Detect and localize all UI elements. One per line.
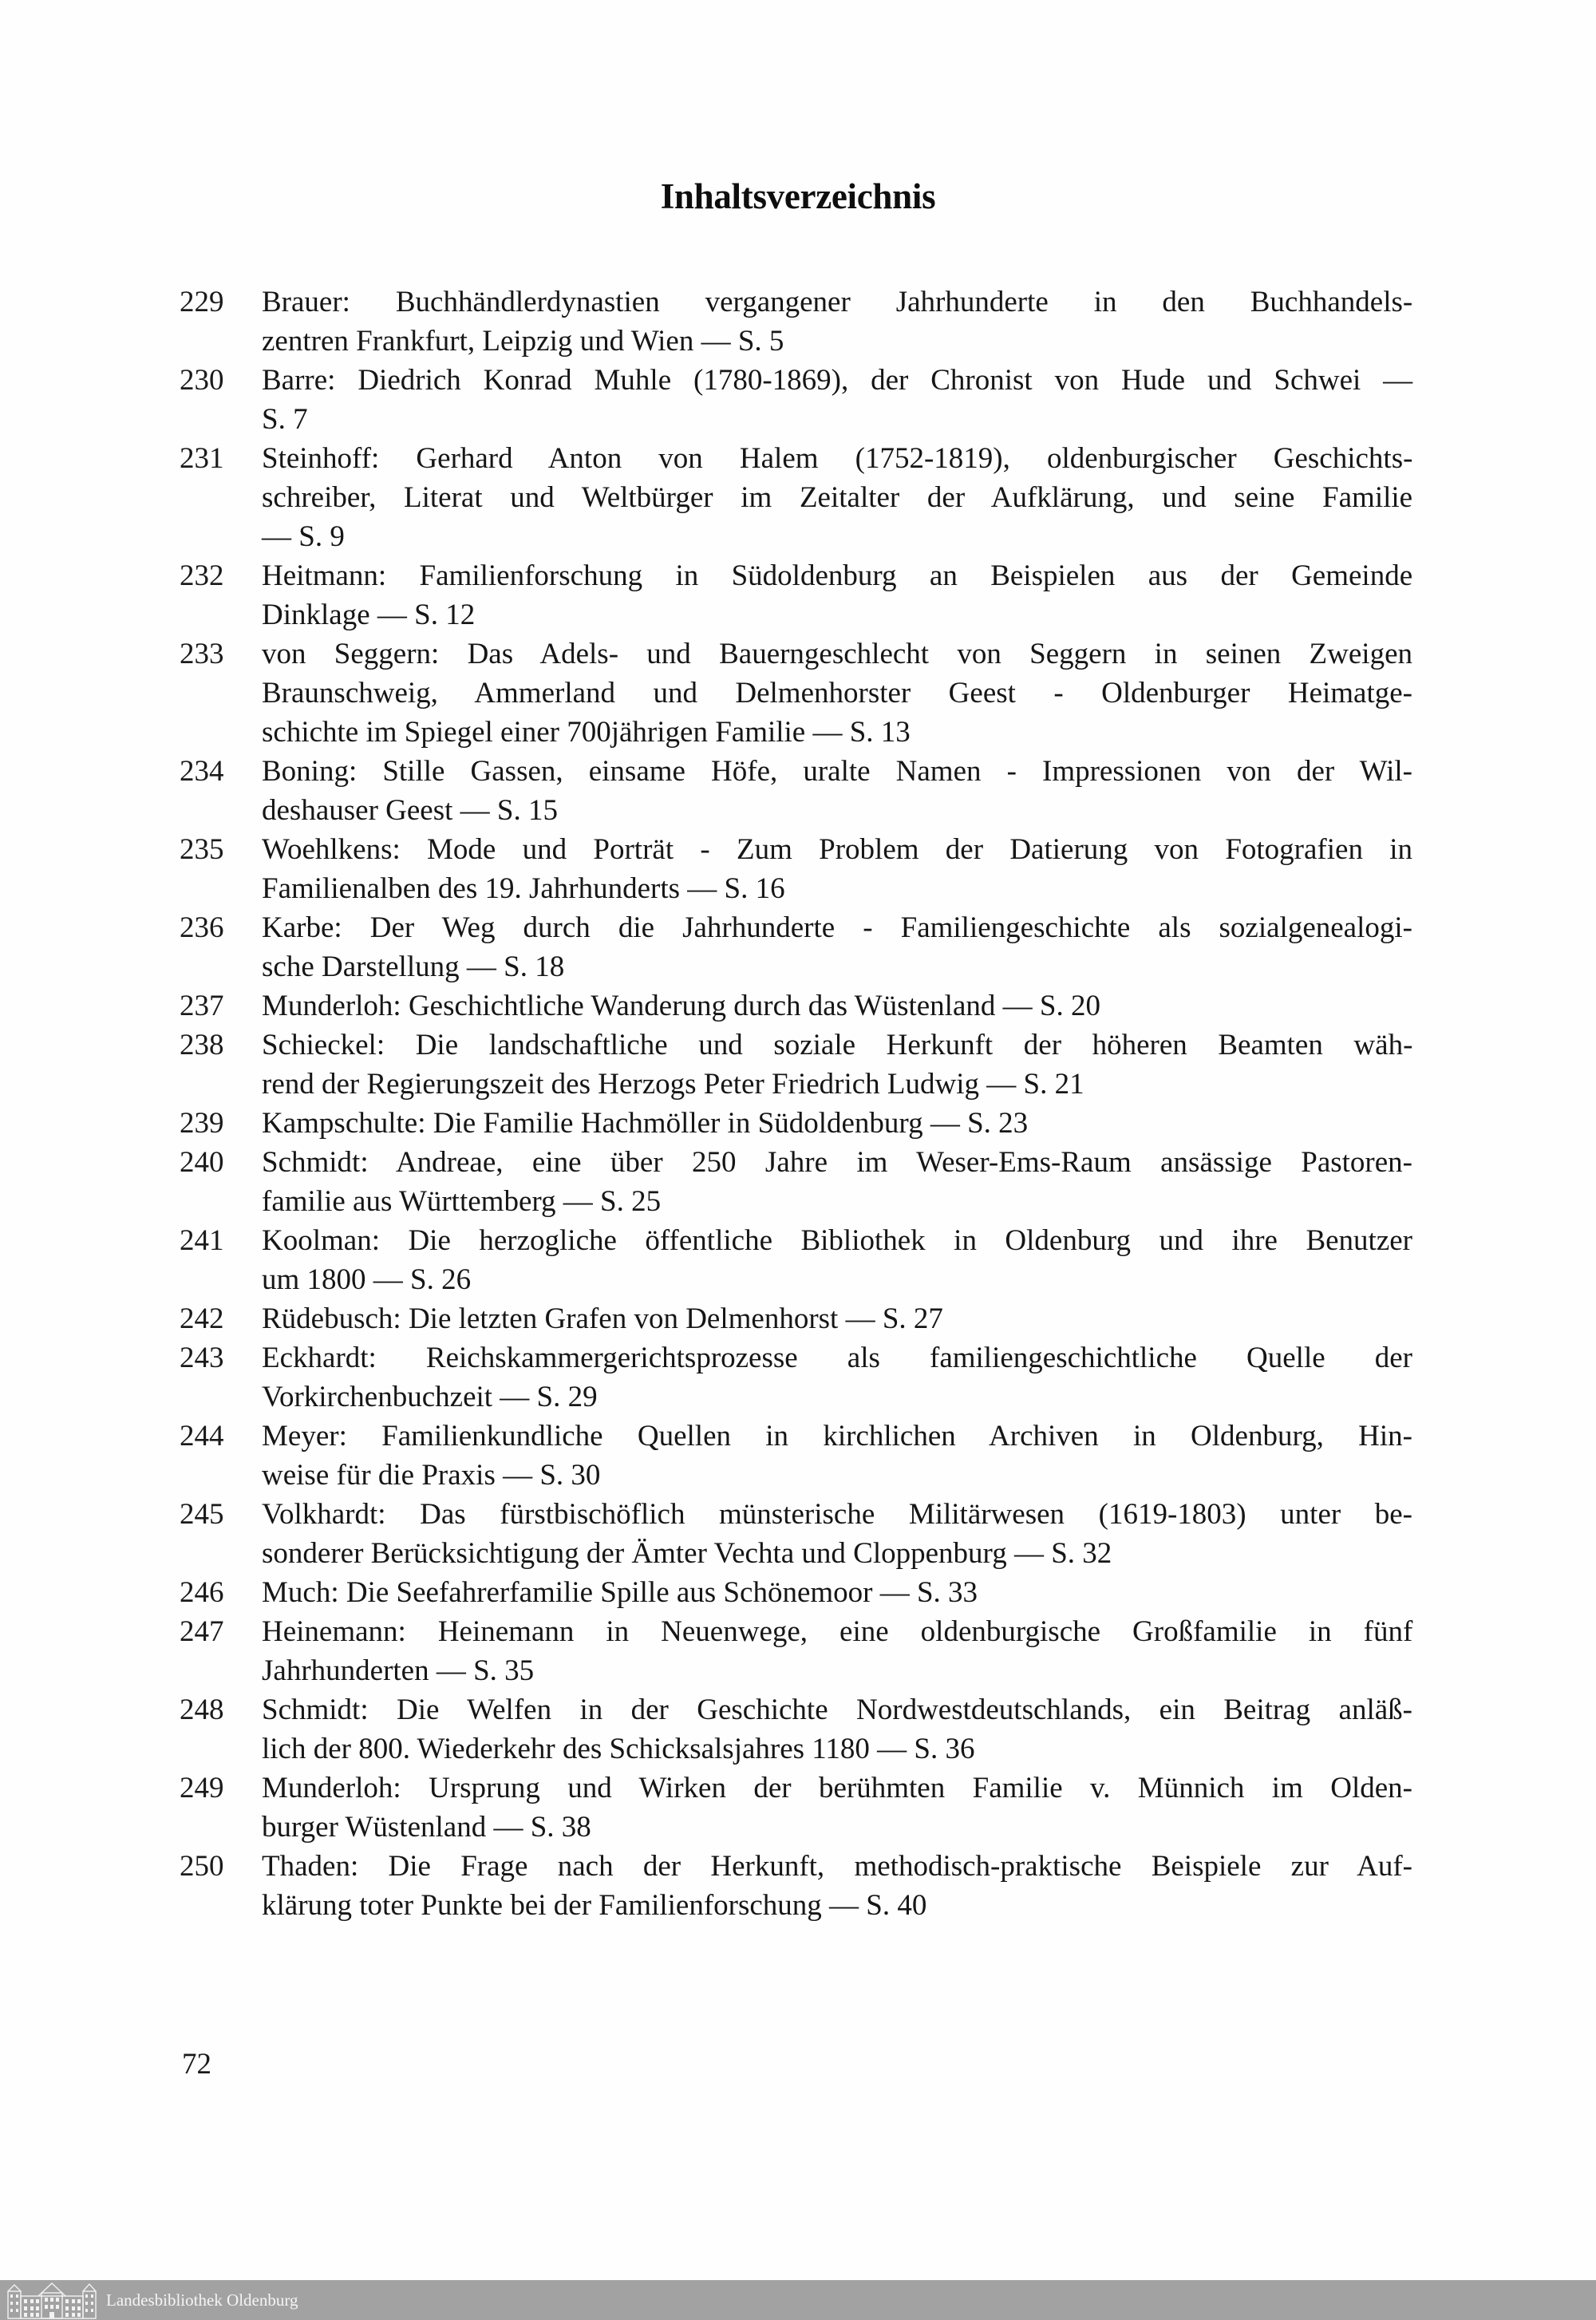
entry-number: 244 — [180, 1420, 224, 1452]
entry-number: 239 — [180, 1107, 224, 1140]
toc-entry — [180, 1612, 1412, 1690]
entry-line: Rüdebusch: Die letzten Grafen von Delmenhorst — S. 27 — [262, 1302, 943, 1335]
entry-line: Much: Die Seefahrerfamilie Spille aus Schönemoor — S. 33 — [262, 1576, 978, 1609]
entry-text — [262, 1104, 1412, 1143]
entry-line: Brauer: Buchhändlerdynastien vergangener Jahrhunderte in den Buchhandels- — [262, 286, 1413, 318]
entry-number: 241 — [180, 1224, 224, 1257]
entry-line: Heinemann: Heinemann in Neuenwege, eine oldenburgische Großfamilie in fünf — [262, 1615, 1413, 1648]
entry-line: Thaden: Die Frage nach der Herkunft, methodisch-praktische Beispiele zur Auf- — [262, 1850, 1412, 1883]
entry-number: 250 — [180, 1850, 224, 1883]
entry-line: Karbe: Der Weg durch die Jahrhunderte - Familiengeschichte als sozialgenealogi- — [262, 911, 1412, 944]
footer-bar — [0, 2280, 1596, 2320]
entry-line: Woehlkens: Mode und Porträt - Zum Problem der Datierung von Fotografien in — [262, 833, 1412, 866]
entry-number: 231 — [180, 442, 224, 475]
entry-text — [262, 1690, 1412, 1769]
entry-number: 249 — [180, 1772, 224, 1804]
entry-line: Munderloh: Geschichtliche Wanderung durch das Wüstenland — S. 20 — [262, 990, 1100, 1022]
entry-line: Vorkirchenbuchzeit — S. 29 — [262, 1381, 598, 1413]
entry-number: 245 — [180, 1498, 224, 1531]
toc-entry — [180, 1417, 1412, 1495]
entry-line: Eckhardt: Reichskammergerichtsprozesse als familiengeschichtliche Quelle der — [262, 1342, 1412, 1374]
page-title: Inhaltsverzeichnis — [660, 176, 936, 217]
toc-entry — [180, 1143, 1412, 1221]
entry-line: Jahrhunderten — S. 35 — [262, 1654, 535, 1687]
entry-text — [262, 1573, 1412, 1612]
entry-number: 229 — [180, 286, 224, 318]
entry-number: 234 — [180, 755, 224, 788]
toc-entry — [180, 283, 1412, 361]
entry-line: Braunschweig, Ammerland und Delmenhorster Geest - Oldenburger Heimatge- — [262, 677, 1412, 709]
entry-line: rend der Regierungszeit des Herzogs Peter Friedrich Ludwig — S. 21 — [262, 1068, 1084, 1101]
toc-entry — [180, 1573, 1412, 1612]
entry-line: zentren Frankfurt, Leipzig und Wien — S. 5 — [262, 325, 784, 358]
toc-entry — [180, 1221, 1412, 1299]
toc-entry — [180, 1690, 1412, 1769]
entry-text — [262, 986, 1412, 1026]
toc-entry — [180, 1769, 1412, 1847]
entry-text — [262, 1299, 1412, 1338]
table-of-contents — [180, 283, 1412, 1925]
toc-entry — [180, 1104, 1412, 1143]
entry-number: 246 — [180, 1576, 224, 1609]
entry-text — [262, 556, 1412, 634]
entry-line: deshauser Geest — S. 15 — [262, 794, 558, 827]
toc-entry — [180, 830, 1412, 908]
entry-line: Barre: Diedrich Konrad Muhle (1780-1869), der Chronist von Hude und Schwei — — [262, 364, 1413, 397]
entry-line: Boning: Stille Gassen, einsame Höfe, uralte Namen - Impressionen von der Wil- — [262, 755, 1412, 788]
entry-line: S. 7 — [262, 403, 308, 436]
toc-entry — [180, 361, 1412, 439]
entry-number: 235 — [180, 833, 224, 866]
toc-entry — [180, 1847, 1412, 1925]
entry-number: 236 — [180, 911, 224, 944]
entry-text — [262, 634, 1412, 752]
entry-line: Dinklage — S. 12 — [262, 599, 476, 631]
toc-entry — [180, 556, 1412, 634]
entry-text — [262, 1417, 1412, 1495]
toc-entry — [180, 439, 1412, 556]
entry-number: 247 — [180, 1615, 224, 1648]
entry-text — [262, 830, 1412, 908]
entry-line: lich der 800. Wiederkehr des Schicksalsjahres 1180 — S. 36 — [262, 1733, 975, 1765]
entry-text — [262, 1143, 1412, 1221]
entry-text — [262, 283, 1412, 361]
entry-number: 237 — [180, 990, 224, 1022]
entry-line: Koolman: Die herzogliche öffentliche Bibliothek in Oldenburg und ihre Benutzer — [262, 1224, 1412, 1257]
entry-number: 230 — [180, 364, 224, 397]
entry-line: weise für die Praxis — S. 30 — [262, 1459, 601, 1492]
entry-line: Steinhoff: Gerhard Anton von Halem (1752-1819), oldenburgischer Geschichts- — [262, 442, 1413, 475]
toc-entry — [180, 1026, 1412, 1104]
toc-entry — [180, 634, 1412, 752]
entry-line: Volkhardt: Das fürstbischöflich münsterische Militärwesen (1619-1803) unter be- — [262, 1498, 1412, 1531]
page-number: 72 — [182, 2048, 211, 2081]
entry-line: burger Wüstenland — S. 38 — [262, 1811, 591, 1844]
entry-line: sche Darstellung — S. 18 — [262, 951, 565, 983]
entry-line: klärung toter Punkte bei der Familienforschung — S. 40 — [262, 1889, 927, 1922]
entry-text — [262, 439, 1412, 556]
library-name: Landesbibliothek Oldenburg — [106, 2290, 298, 2310]
entry-text — [262, 1495, 1412, 1573]
toc-entry — [180, 908, 1412, 986]
entry-text — [262, 1769, 1412, 1847]
entry-number: 232 — [180, 559, 224, 592]
entry-text — [262, 1612, 1412, 1690]
toc-entry — [180, 752, 1412, 830]
entry-number: 240 — [180, 1146, 224, 1179]
entry-number: 238 — [180, 1029, 224, 1061]
entry-number: 233 — [180, 638, 224, 670]
entry-number: 242 — [180, 1302, 224, 1335]
entry-line: Kampschulte: Die Familie Hachmöller in Südoldenburg — S. 23 — [262, 1107, 1029, 1140]
toc-entry — [180, 1299, 1412, 1338]
entry-line: schichte im Spiegel einer 700jährigen Familie — S. 13 — [262, 716, 911, 749]
toc-entry — [180, 1338, 1412, 1417]
entry-text — [262, 1026, 1412, 1104]
entry-line: Familienalben des 19. Jahrhunderts — S. 16 — [262, 872, 785, 905]
entry-line: familie aus Württemberg — S. 25 — [262, 1185, 662, 1218]
entry-line: Schmidt: Andreae, eine über 250 Jahre im Weser-Ems-Raum ansässige Pastoren- — [262, 1146, 1412, 1179]
toc-entry — [180, 1495, 1412, 1573]
entry-text — [262, 361, 1412, 439]
entry-line: — S. 9 — [262, 520, 345, 553]
entry-text — [262, 1847, 1412, 1925]
entry-line: Meyer: Familienkundliche Quellen in kirchlichen Archiven in Oldenburg, Hin- — [262, 1420, 1412, 1452]
entry-line: Schieckel: Die landschaftliche und soziale Herkunft der höheren Beamten wäh- — [262, 1029, 1413, 1061]
entry-line: schreiber, Literat und Weltbürger im Zeitalter der Aufklärung, und seine Familie — [262, 481, 1413, 514]
entry-text — [262, 752, 1412, 830]
entry-line: von Seggern: Das Adels- und Bauerngeschlecht von Seggern in seinen Zweigen — [262, 638, 1412, 670]
entry-line: Heitmann: Familienforschung in Südoldenburg an Beispielen aus der Gemeinde — [262, 559, 1413, 592]
library-building-icon — [6, 2282, 97, 2320]
entry-text — [262, 1221, 1412, 1299]
entry-line: Munderloh: Ursprung und Wirken der berühmten Familie v. Münnich im Olden- — [262, 1772, 1412, 1804]
entry-line: sonderer Berücksichtigung der Ämter Vechta und Cloppenburg — S. 32 — [262, 1537, 1112, 1570]
entry-text — [262, 908, 1412, 986]
entry-line: um 1800 — S. 26 — [262, 1263, 472, 1296]
toc-entry — [180, 986, 1412, 1026]
entry-line: Schmidt: Die Welfen in der Geschichte Nordwestdeutschlands, ein Beitrag anläß- — [262, 1694, 1412, 1726]
entry-text — [262, 1338, 1412, 1417]
entry-number: 248 — [180, 1694, 224, 1726]
entry-number: 243 — [180, 1342, 224, 1374]
